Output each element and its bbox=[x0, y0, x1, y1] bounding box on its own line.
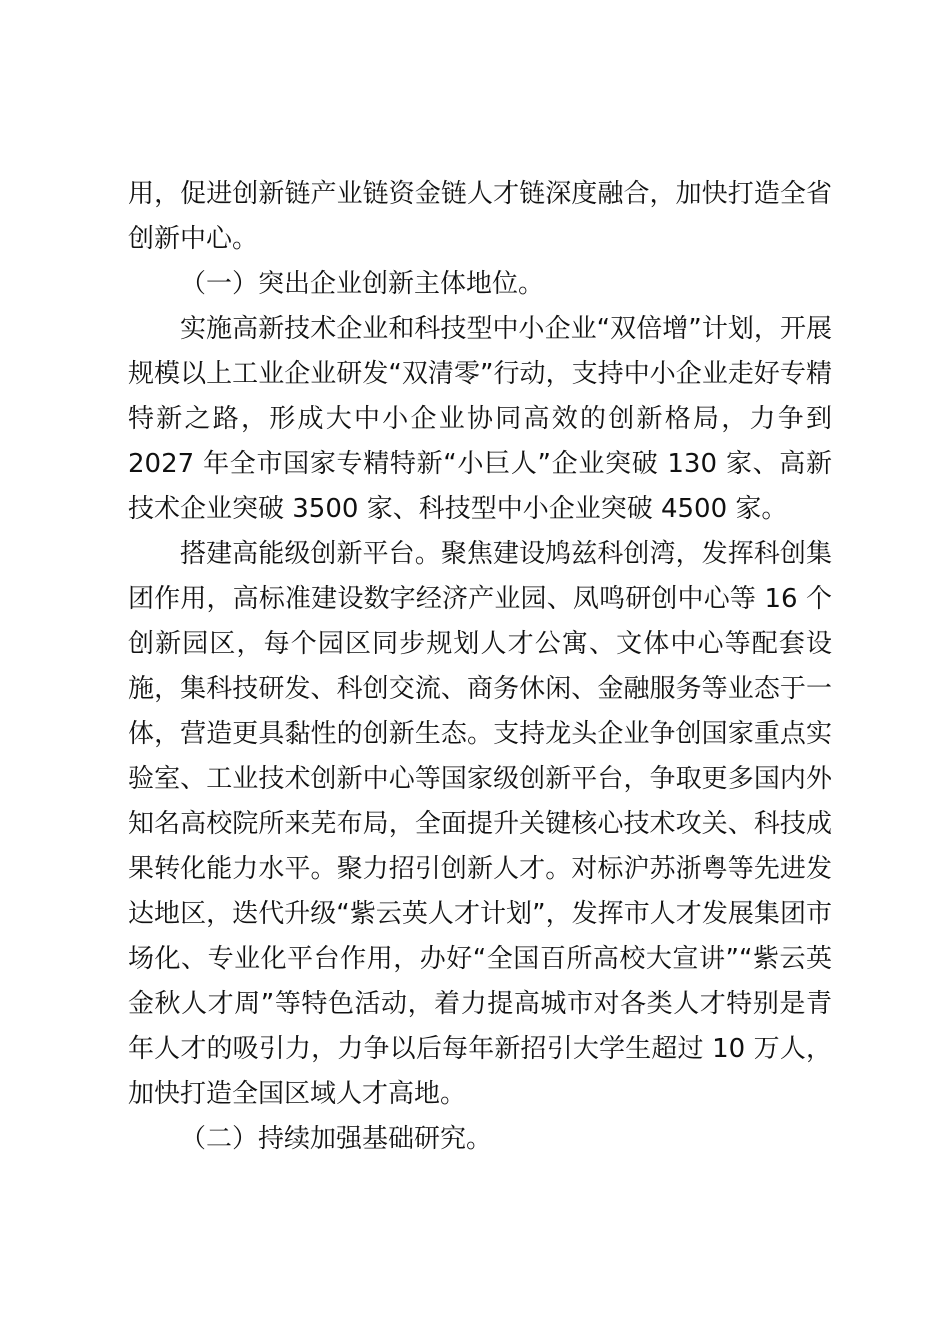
section-heading-2: （二）持续加强基础研究。 bbox=[180, 1124, 493, 1154]
paragraph-enterprise-plan: 实施高新技术企业和科技型中小企业“双倍增”计划，开展规模以上工业企业研发“双清零”行动，支持中小企业走好专精特新之路，形成大中小企业协同高效的创新格局，力争到 2027 年全市国家专精特新“小巨人”企业突破 130 家、高新技术企业突破 3500 家、科技型中小企业突破 4500 家。 bbox=[128, 314, 832, 524]
section-heading-1: （一）突出企业创新主体地位。 bbox=[180, 269, 545, 299]
document-body bbox=[128, 172, 832, 1162]
paragraph-innovation-platform: 搭建高能级创新平台。聚焦建设鸠兹科创湾，发挥科创集团作用，高标准建设数字经济产业园、凤鸣研创中心等 16 个创新园区，每个园区同步规划人才公寓、文体中心等配套设施，集科技研发、科创交流、商务休闲、金融服务等业态于一体，营造更具黏性的创新生态。支持龙头企业争创国家重点实验室、工业技术创新中心等国家级创新平台，争取更多国内外知名高校院所来芜布局，全面提升关键核心技术攻关、科技成果转化能力水平。聚力招引创新人才。对标沪苏浙粤等先进发达地区，迭代升级“紫云英人才计划”，发挥市人才发展集团市场化、专业化平台作用，办好“全国百所高校大宣讲”“紫云英金秋人才周”等特色活动，着力提高城市对各类人才特别是青年人才的吸引力，力争以后每年新招引大学生超过 10 万人，加快打造全国区域人才高地。 bbox=[128, 539, 832, 1109]
paragraph-continuation: 用，促进创新链产业链资金链人才链深度融合，加快打造全省创新中心。 bbox=[128, 179, 832, 254]
